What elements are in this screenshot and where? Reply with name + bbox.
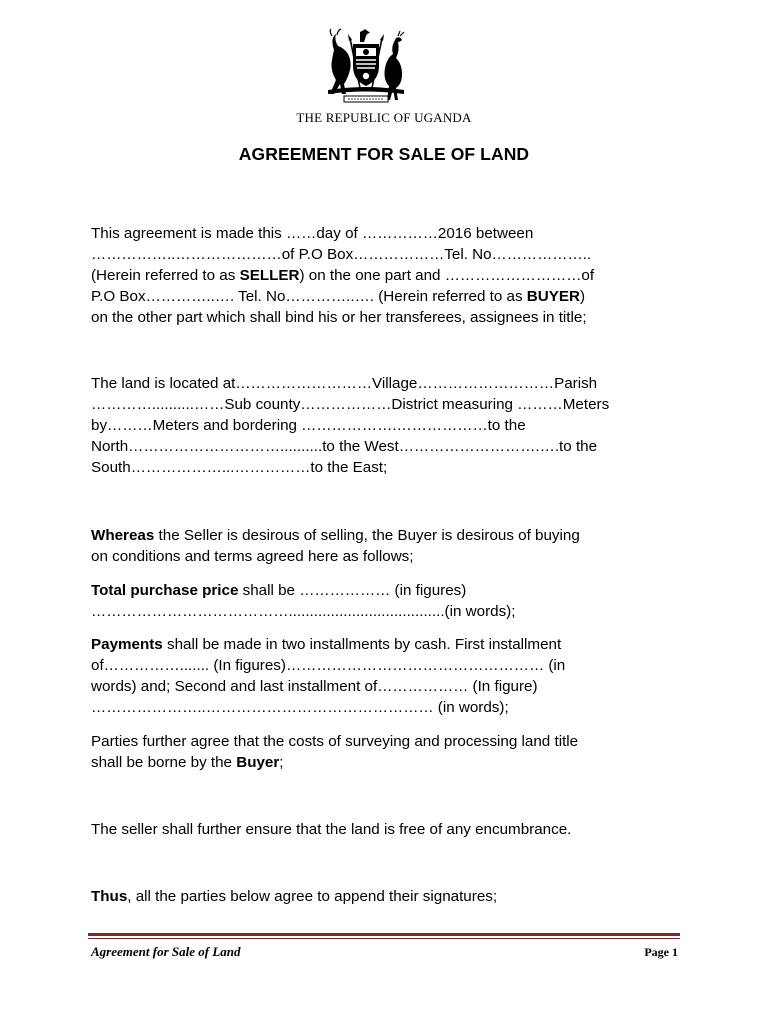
price-term: Total purchase price — [91, 582, 239, 599]
payments-paragraph — [91, 634, 691, 718]
land-line-2: …………..........……Sub county………………District measuring ………Meters — [91, 396, 610, 413]
purchase-price-paragraph — [91, 580, 691, 622]
buyer-label-prefix: P.O Box…………..…. Tel. No…………..…. (Herein referred to as — [91, 288, 527, 305]
document-title: AGREEMENT FOR SALE OF LAND — [238, 144, 530, 164]
parties-line-3 — [91, 265, 691, 286]
price-text: shall be ……………… (in figures) — [238, 582, 467, 599]
land-line-1: The land is located at………………………Village………………………Parish — [91, 375, 598, 392]
payments-line-3: words) and; Second and last installment of……………… (In figure) — [91, 678, 538, 695]
payments-text: shall be made in two installments by cash. First installment — [162, 636, 562, 653]
seller-label-prefix: (Herein referred to as — [91, 267, 240, 284]
costs-line-2 — [91, 752, 691, 773]
costs-suffix: ; — [279, 754, 284, 771]
buyer-label-suffix: ) — [579, 288, 586, 305]
whereas-line-2: on conditions and terms agreed here as follows; — [91, 548, 414, 565]
republic-heading: THE REPUBLIC OF UGANDA — [296, 110, 472, 125]
land-location-paragraph — [91, 373, 691, 478]
parties-paragraph — [91, 223, 691, 328]
footer-rule-thin — [88, 938, 680, 939]
encumbrance-paragraph — [91, 819, 691, 840]
parties-line-4 — [91, 286, 691, 307]
price-line-2: ………………………………….....................................(in words); — [91, 603, 516, 620]
whereas-line-1 — [91, 525, 691, 546]
survey-costs-paragraph — [91, 731, 691, 773]
price-line-1 — [91, 580, 691, 601]
costs-text: shall be borne by the — [91, 754, 237, 771]
footer-document-name: Agreement for Sale of Land — [91, 944, 241, 959]
seller-label-suffix: ) on the one part and ………………………of — [299, 267, 595, 284]
land-line-3: by………Meters and bordering ……………….………………to the — [91, 417, 526, 434]
footer-rule-thick — [88, 933, 680, 936]
parties-line-5: on the other part which shall bind his or her transferees, assignees in title; — [91, 309, 587, 326]
buyer-term: BUYER — [526, 288, 580, 305]
footer-page-number: Page 1 — [644, 945, 678, 959]
thus-term: Thus — [91, 888, 128, 905]
payments-line-1 — [91, 634, 691, 655]
buyer-term-bold: Buyer — [236, 754, 280, 771]
thus-text: , all the parties below agree to append their signatures; — [127, 888, 498, 905]
payments-line-2: of……………....... (In figures)…………………………………………… (in — [91, 657, 566, 674]
encumbrance-line: The seller shall further ensure that the land is free of any encumbrance. — [91, 821, 572, 838]
payments-line-4: …………………..……………………………………… (in words); — [91, 699, 509, 716]
whereas-text: the Seller is desirous of selling, the Buyer is desirous of buying — [154, 527, 580, 544]
seller-term: SELLER — [239, 267, 300, 284]
costs-line-1: Parties further agree that the costs of surveying and processing land title — [91, 733, 579, 750]
parties-line-2: ……………..…………………of P.O Box………………Tel. No……………….. — [91, 246, 592, 263]
parties-line-1: This agreement is made this ……day of ……………2016 between — [91, 225, 534, 242]
whereas-term: Whereas — [91, 527, 155, 544]
land-line-5: South………………...……………to the East; — [91, 459, 388, 476]
whereas-paragraph — [91, 525, 691, 567]
land-line-4: North…………………………..........to the West……………………….….to the — [91, 438, 598, 455]
coat-of-arms-emblem — [320, 28, 412, 106]
thus-line — [91, 886, 691, 907]
signatures-paragraph — [91, 886, 691, 907]
payments-term: Payments — [91, 636, 163, 653]
